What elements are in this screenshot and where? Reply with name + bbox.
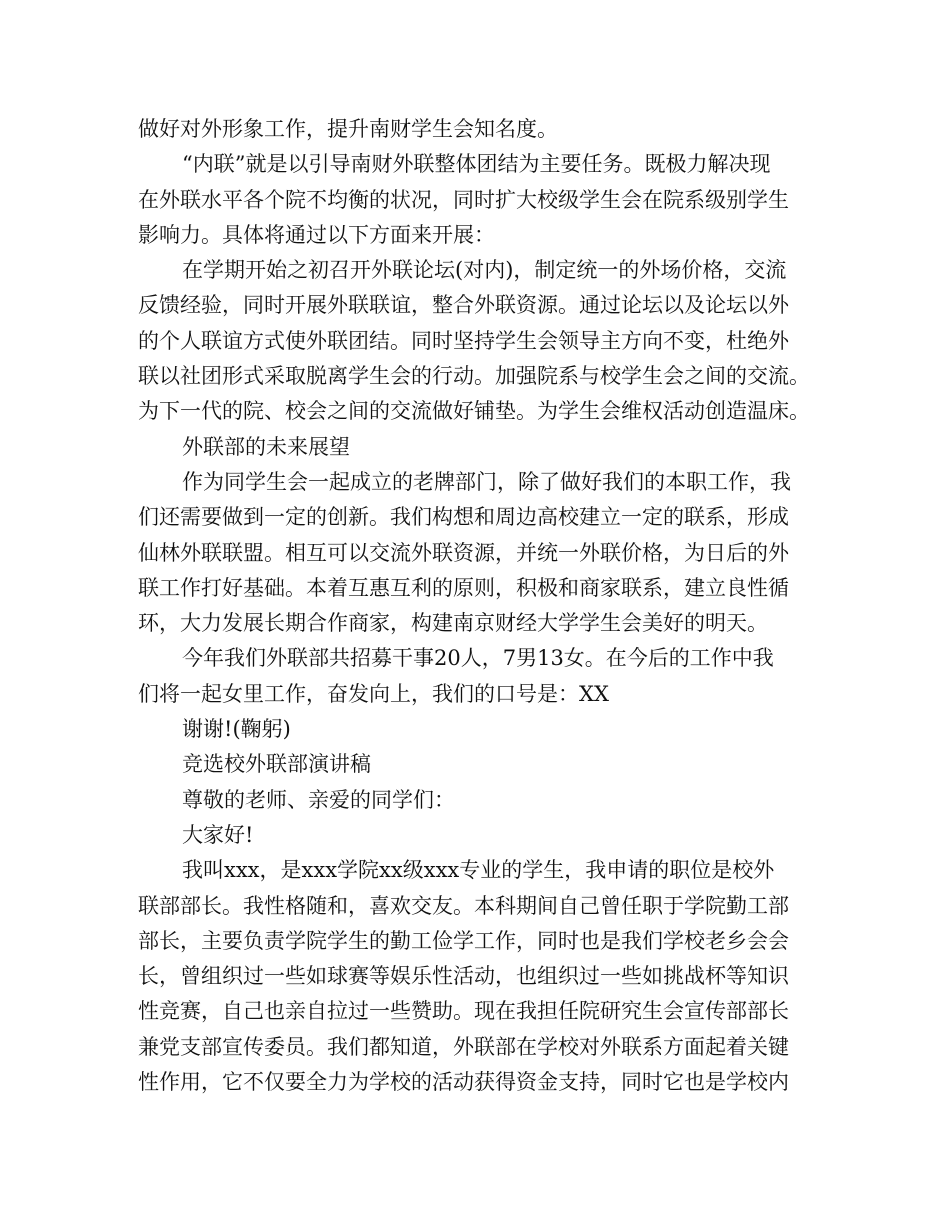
text-line: 联工作打好基础。本着互惠互利的原则，积极和商家联系，建立良性循	[138, 575, 789, 600]
paragraph	[138, 430, 828, 465]
text-line: 兼党支部宣传委员。我们都知道，外联部在学校对外联系方面起着关键	[138, 1034, 789, 1059]
text-line: 大家好!	[182, 822, 254, 847]
text-line: 做好对外形象工作，提升南财学生会知名度。	[138, 117, 558, 141]
paragraph	[138, 747, 828, 782]
paragraph	[138, 783, 828, 818]
text-line: 为下一代的院、校会之间的交流做好铺垫。为学生会维权活动创造温床。	[138, 399, 810, 424]
text-line: 性作用，它不仅要全力为学校的活动获得资金支持，同时它也是学校内	[138, 1070, 789, 1095]
paragraph	[138, 147, 828, 253]
text-line: 们还需要做到一定的创新。我们构想和周边高校建立一定的联系，形成	[138, 505, 789, 530]
text-line: 尊敬的老师、亲爱的同学们：	[182, 787, 455, 812]
paragraph	[138, 818, 828, 853]
text-line: 今年我们外联部共招募干事20人，7男13女。在今后的工作中我	[182, 646, 774, 671]
paragraph	[138, 112, 828, 147]
text-line: 在学期开始之初召开外联论坛(对内)，制定统一的外场价格，交流	[182, 258, 787, 283]
text-line: 环，大力发展长期合作商家，构建南京财经大学学生会美好的明天。	[138, 611, 768, 636]
text-line: 仙林外联联盟。相互可以交流外联资源，并统一外联价格，为日后的外	[138, 540, 789, 565]
text-line: 影响力。具体将通过以下方面来开展：	[138, 222, 495, 247]
text-line: 我叫xxx，是xxx学院xx级xxx专业的学生，我申请的职位是校外	[182, 858, 775, 883]
text-line: 竞选校外联部演讲稿	[182, 752, 371, 777]
text-line: 在外联水平各个院不均衡的状况，同时扩大校级学生会在院系级别学生	[138, 187, 789, 212]
document-body	[138, 112, 828, 1100]
paragraph	[138, 853, 828, 1100]
text-line: 反馈经验，同时开展外联联谊，整合外联资源。通过论坛以及论坛以外	[138, 293, 789, 318]
paragraph	[138, 712, 828, 747]
text-line: 作为同学生会一起成立的老牌部门，除了做好我们的本职工作，我	[182, 469, 791, 494]
text-line: “内联”就是以引导南财外联整体团结为主要任务。既极力解决现	[182, 152, 771, 177]
text-line: 联以社团形式采取脱离学生会的行动。加强院系与校学生会之间的交流。	[138, 364, 810, 389]
text-line: 部长，主要负责学院学生的勤工俭学工作，同时也是我们学校老乡会会	[138, 928, 789, 953]
paragraph	[138, 253, 828, 429]
text-line: 联部部长。我性格随和，喜欢交友。本科期间自己曾任职于学院勤工部	[138, 893, 789, 918]
text-line: 长，曾组织过一些如球赛等娱乐性活动，也组织过一些如挑战杯等知识	[138, 964, 789, 989]
text-line: 性竞赛，自己也亲自拉过一些赞助。现在我担任院研究生会宣传部部长	[138, 999, 789, 1024]
text-line: 们将一起女里工作，奋发向上，我们的口号是：XX	[138, 681, 609, 706]
paragraph	[138, 465, 828, 641]
paragraph	[138, 641, 828, 712]
text-line: 外联部的未来展望	[182, 434, 350, 459]
text-line: 谢谢!(鞠躬)	[182, 717, 291, 742]
text-line: 的个人联谊方式使外联团结。同时坚持学生会领导主方向不变，杜绝外	[138, 328, 789, 353]
